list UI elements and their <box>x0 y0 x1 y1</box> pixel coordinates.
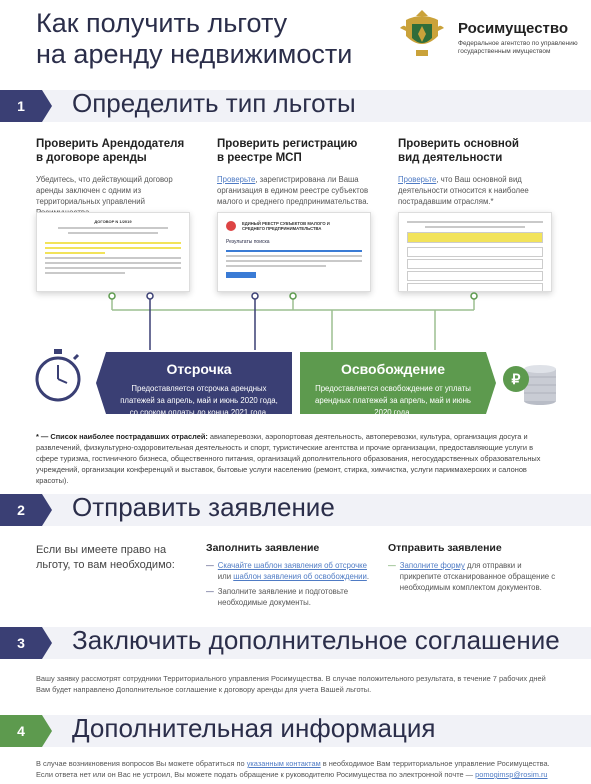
section-number: 3 <box>0 627 42 659</box>
send-heading: Отправить заявление <box>388 542 502 554</box>
section-number: 2 <box>0 494 42 526</box>
section-title: Заключить дополнительное соглашение <box>72 625 560 655</box>
coins-icon <box>500 355 560 412</box>
section-number: 1 <box>0 90 42 122</box>
deferral-card <box>106 352 292 417</box>
fill-application-block: Заполнить заявление — Скачайте шаблон заявления об отсрочке или шаблон заявления об освобождении. — Заполните заявление и подготовьте необходимые документы. <box>206 541 376 608</box>
column-registry: Проверить регистрацию в реестре МСП Проверьте, зарегистрирована ли Ваша организация в едином реестре субъектов малого и среднего предпринимательства. <box>217 137 387 207</box>
section-2-band <box>0 494 591 526</box>
check-registry-link[interactable]: Проверьте <box>217 175 256 184</box>
column-heading: Проверить регистрацию в реестре МСП <box>217 138 358 164</box>
activity-table-image <box>398 212 552 292</box>
connector-lines <box>0 290 591 350</box>
deferral-template-link[interactable]: Скачайте шаблон заявления об отсрочке <box>217 561 368 570</box>
section-4-band <box>0 715 591 747</box>
stopwatch-icon <box>32 347 84 408</box>
fill-form-link[interactable]: Заполните форму <box>399 561 465 570</box>
section-3-band <box>0 627 591 659</box>
email-link[interactable]: pomogimsp@rosim.ru <box>475 770 548 779</box>
logo-name: Росимущество <box>458 20 569 37</box>
card-text: Предоставляется освобождение от уплаты арендных платежей за апрель, май и июнь 2020 года. <box>315 384 471 417</box>
svg-text:₽: ₽ <box>511 371 521 387</box>
step4-text: В случае возникновения вопросов Вы можете обратиться по указанным контактам в необходимое Вам территориальное управление Росимущества. Если ответа нет или он Вас не устроил, Вы можете подать обращение к руководителю Росимущества по электронной почте — pomogimsp@rosim.ru <box>36 759 550 779</box>
column-landlord <box>36 137 206 218</box>
fill-heading: Заполнить заявление <box>206 542 320 554</box>
exemption-card <box>300 352 486 417</box>
card-arrow-right <box>486 352 496 414</box>
section-title: Отправить заявление <box>72 492 335 522</box>
card-arrow-left <box>96 352 106 414</box>
card-title: Освобождение <box>340 361 446 377</box>
column-heading: Проверить основной вид деятельности <box>398 138 519 164</box>
send-application-block: Отправить заявление — Заполните форму для отправки и прикрепите отсканированное обращение с необходимым комплектом документов. <box>388 541 558 593</box>
section-number: 4 <box>0 715 42 747</box>
card-text: Предоставляется отсрочка арендных платежей за апрель, май и июнь 2020 года, со сроком оплаты до конца 2021 года. <box>120 384 278 417</box>
check-activity-link[interactable]: Проверьте <box>398 175 437 184</box>
contacts-link[interactable]: указанным контактам <box>246 759 321 768</box>
contract-document-image: ДОГОВОР N 1/2019 <box>36 212 190 292</box>
step3-text: Вашу заявку рассмотрят сотрудники Территориального управления Росимущества. В случае положительного результата, в течение 7 рабочих дней Вам будет направлено Дополнительное соглашение к договору аренды для учета Вашей льготы. <box>36 674 546 694</box>
registry-screenshot-image: ЕДИНЫЙ РЕЕСТР СУБЪЕКТОВ МАЛОГО И СРЕДНЕГО ПРЕДПРИНИМАТЕЛЬСТВА Результаты поиска <box>217 212 371 292</box>
footnote: * — Список наиболее пострадавших отраслей: авиаперевозки, аэропортовая деятельность, автоперевозки, культура, организация досуга и развлечений, физкультурно-оздоровительная деятельность и спорт, туристические агентства и прочие организации, предоставляющие услуги в сфере туризма, гостиничного бизнеса, общественного питания, организаций дополнительного образования, негосударственных образовательных учреждений, организации конференций и выставок, бытовые услуги населению (ремонт, стирка, химчистка, услуги парикмахерских и салонов красоты). <box>36 432 541 485</box>
exemption-template-link[interactable]: шаблон заявления об освобождении <box>233 572 367 581</box>
column-heading: Проверить Арендодателя в договоре аренды <box>36 138 185 164</box>
column-text: Убедитесь, что действующий договор аренды заключен с одним из территориальных управлений <box>36 175 173 206</box>
logo-subtitle: Федеральное агентство по управлению государственным имуществом <box>458 40 578 55</box>
section-title: Дополнительная информация <box>72 713 436 743</box>
step2-intro: Если вы имеете право на льготу, то вам необходимо: <box>36 544 175 571</box>
card-title: Отсрочка <box>166 361 232 377</box>
emblem-icon <box>398 6 446 60</box>
section-1-band <box>0 90 591 122</box>
page-title: Как получить льготу на аренду недвижимости <box>36 8 353 69</box>
column-activity: Проверить основной вид деятельности Проверьте, что Ваш основной вид деятельности относится к наиболее пострадавшим отраслям.* <box>398 137 568 207</box>
section-title: Определить тип льготы <box>72 88 356 118</box>
